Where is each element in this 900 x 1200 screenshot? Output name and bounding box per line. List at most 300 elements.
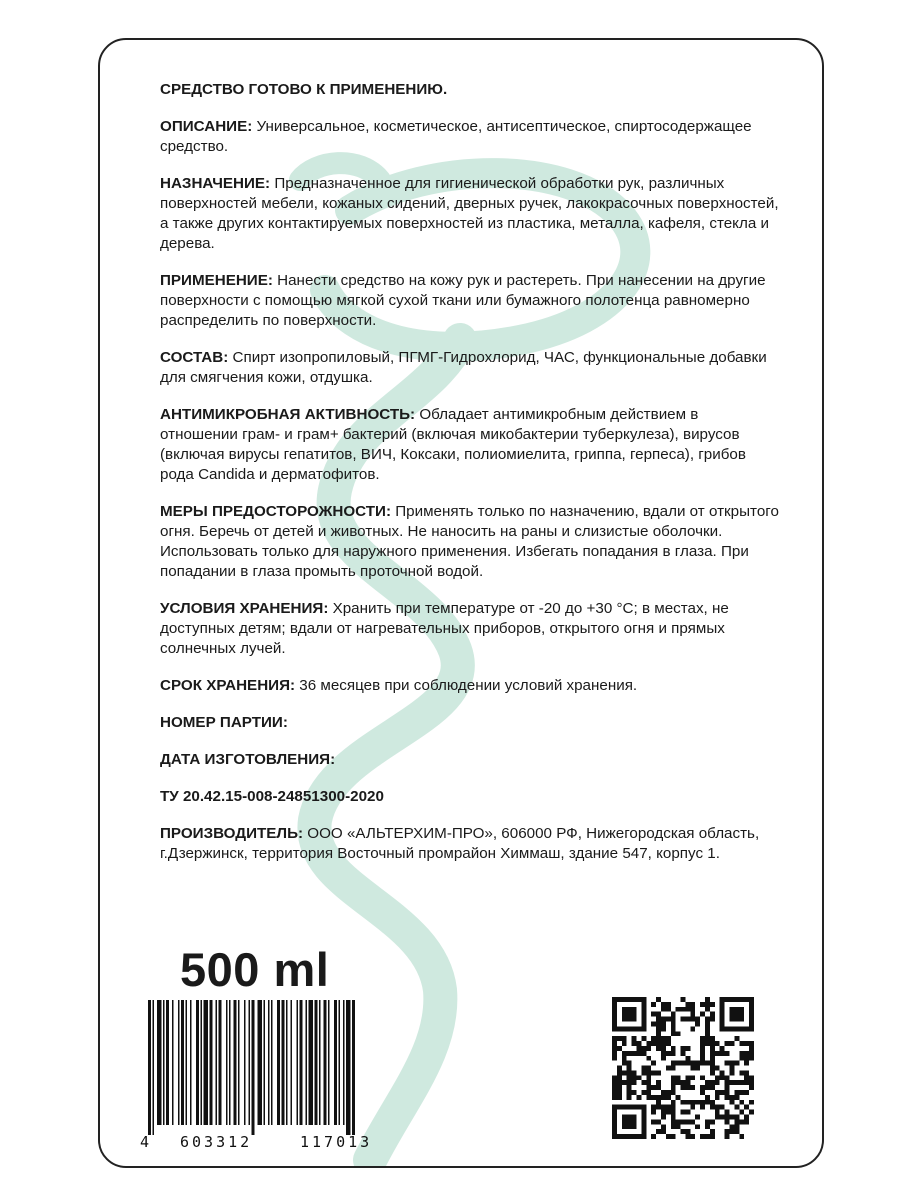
qr-module	[705, 1041, 710, 1046]
qr-module	[641, 1110, 646, 1115]
qr-module	[739, 1026, 744, 1031]
qr-module	[671, 1075, 676, 1080]
qr-module	[730, 1066, 735, 1071]
qr-module	[627, 1115, 632, 1120]
section-text: Применять только по назначению, вдали от открытого огня. Беречь от детей и животных. Не наносить на раны и слизистые оболочки. Использовать только для наружного применения. Избегать попадания в глаза. При попадании в глаза промыть проточной водой.	[160, 503, 779, 580]
qr-module	[612, 1115, 617, 1120]
qr-module	[656, 1046, 661, 1051]
qr-module	[705, 1017, 710, 1022]
qr-module	[656, 1017, 661, 1022]
qr-module	[749, 1002, 754, 1007]
section-manufacturer	[160, 824, 780, 864]
qr-module	[666, 1095, 671, 1100]
qr-module	[656, 1070, 661, 1075]
qr-module	[749, 1026, 754, 1031]
qr-module	[646, 1066, 651, 1071]
qr-module	[671, 1110, 676, 1115]
barcode-bar	[226, 1000, 228, 1125]
qr-module	[646, 1095, 651, 1100]
qr-module	[636, 1026, 641, 1031]
qr-module	[676, 1124, 681, 1129]
qr-module	[705, 1119, 710, 1124]
qr-module	[720, 1026, 725, 1031]
qr-module	[725, 1110, 730, 1115]
qr-module	[666, 1041, 671, 1046]
qr-module	[641, 1051, 646, 1056]
qr-module	[685, 1119, 690, 1124]
qr-module	[681, 997, 686, 1002]
qr-module	[700, 1036, 705, 1041]
qr-module	[617, 1046, 622, 1051]
qr-module	[646, 1080, 651, 1085]
section-precautions	[160, 502, 780, 582]
qr-module	[656, 1036, 661, 1041]
qr-module	[666, 1105, 671, 1110]
qr-module	[705, 1095, 710, 1100]
qr-module	[622, 1012, 627, 1017]
qr-module	[749, 997, 754, 1002]
barcode-bar	[186, 1000, 188, 1125]
qr-module	[612, 1041, 617, 1046]
qr-module	[641, 1124, 646, 1129]
section-text: ООО «АЛЬТЕРХИМ-ПРО», 606000 РФ, Нижегородская область, г.Дзержинск, территория Восточный промрайон Химмаш, здание 547, корпус 1.	[160, 825, 760, 862]
qr-module	[730, 1026, 735, 1031]
qr-module	[700, 1085, 705, 1090]
qr-module	[710, 1036, 715, 1041]
qr-module	[612, 1012, 617, 1017]
qr-module	[715, 1041, 720, 1046]
qr-module	[641, 1129, 646, 1134]
qr-module	[641, 1002, 646, 1007]
qr-module	[612, 1080, 617, 1085]
qr-module	[720, 1007, 725, 1012]
qr-module	[749, 1046, 754, 1051]
barcode-bar	[181, 1000, 184, 1125]
qr-module	[612, 1095, 617, 1100]
barcode-bar	[339, 1000, 341, 1125]
qr-module	[725, 997, 730, 1002]
qr-module	[666, 1007, 671, 1012]
qr-module	[636, 1041, 641, 1046]
qr-module	[725, 1090, 730, 1095]
qr-module	[651, 1036, 656, 1041]
qr-module	[671, 1124, 676, 1129]
section-text: Нанести средство на кожу рук и растереть. При нанесении на другие поверхности с помощью мягкой сухой ткани или бумажного полотенца равномерно распределить по поверхности.	[160, 272, 766, 329]
qr-module	[695, 1066, 700, 1071]
qr-module	[749, 1100, 754, 1105]
qr-module	[617, 1075, 622, 1080]
qr-module	[710, 1105, 715, 1110]
qr-module	[641, 1134, 646, 1139]
barcode-bar	[286, 1000, 288, 1125]
qr-module	[720, 997, 725, 1002]
qr-module	[681, 1061, 686, 1066]
qr-module	[730, 1124, 735, 1129]
barcode-icon	[146, 1000, 414, 1135]
barcode-bar	[268, 1000, 270, 1125]
barcode-bar	[334, 1000, 337, 1125]
qr-module	[685, 1002, 690, 1007]
qr-module	[734, 997, 739, 1002]
qr-module	[641, 1090, 646, 1095]
qr-module	[632, 1124, 637, 1129]
qr-module	[744, 1061, 749, 1066]
qr-module	[617, 1066, 622, 1071]
qr-module	[671, 1012, 676, 1017]
qr-module	[700, 1051, 705, 1056]
section-antimicrobial	[160, 405, 780, 485]
qr-module	[622, 1070, 627, 1075]
qr-module	[671, 1046, 676, 1051]
qr-module	[651, 1012, 656, 1017]
qr-module	[690, 1100, 695, 1105]
qr-module	[612, 1036, 617, 1041]
qr-module	[739, 1134, 744, 1139]
qr-module	[705, 1007, 710, 1012]
qr-module	[661, 1105, 666, 1110]
qr-module	[725, 1061, 730, 1066]
qr-module	[676, 1007, 681, 1012]
qr-module	[700, 1134, 705, 1139]
qr-module	[690, 1007, 695, 1012]
qr-module	[661, 1007, 666, 1012]
qr-module	[612, 1110, 617, 1115]
section-text: Спирт изопропиловый, ПГМГ-Гидрохлорид, ЧАС, функциональные добавки для смягчения кожи, отдушка.	[160, 349, 767, 386]
qr-module	[705, 1061, 710, 1066]
qr-module	[715, 1051, 720, 1056]
qr-module	[617, 1080, 622, 1085]
section-purpose	[160, 174, 780, 254]
qr-module	[681, 1100, 686, 1105]
section-heading: ОПИСАНИЕ:	[160, 118, 253, 135]
qr-module	[734, 1007, 739, 1012]
qr-module	[617, 1105, 622, 1110]
qr-module	[666, 1036, 671, 1041]
barcode-bar	[210, 1000, 213, 1125]
qr-module	[671, 1051, 676, 1056]
qr-module	[744, 1115, 749, 1120]
qr-module	[730, 997, 735, 1002]
qr-module	[632, 1105, 637, 1110]
qr-module	[627, 1012, 632, 1017]
qr-module	[617, 997, 622, 1002]
qr-module	[685, 1080, 690, 1085]
qr-module	[700, 1041, 705, 1046]
qr-module	[739, 1012, 744, 1017]
qr-module	[720, 1105, 725, 1110]
qr-module	[636, 997, 641, 1002]
qr-module	[739, 1070, 744, 1075]
qr-module	[651, 1061, 656, 1066]
qr-module	[705, 1134, 710, 1139]
qr-module	[685, 1075, 690, 1080]
qr-module	[622, 1115, 627, 1120]
section-heading: СОСТАВ:	[160, 349, 229, 366]
section-shelf-life	[160, 676, 780, 696]
qr-module	[617, 1134, 622, 1139]
qr-module	[661, 1026, 666, 1031]
qr-module	[612, 1007, 617, 1012]
barcode-bar	[219, 1000, 222, 1125]
qr-module	[627, 1075, 632, 1080]
qr-code-icon	[612, 997, 754, 1139]
section-heading: ПРОИЗВОДИТЕЛЬ:	[160, 825, 304, 842]
qr-module	[671, 1119, 676, 1124]
qr-module	[705, 1026, 710, 1031]
qr-module	[646, 1056, 651, 1061]
qr-module	[612, 1134, 617, 1139]
qr-module	[720, 1075, 725, 1080]
qr-module	[734, 1095, 739, 1100]
qr-module	[666, 1017, 671, 1022]
qr-module	[627, 1051, 632, 1056]
qr-module	[739, 1041, 744, 1046]
qr-module	[720, 1017, 725, 1022]
qr-module	[671, 1105, 676, 1110]
barcode-bar	[229, 1000, 231, 1125]
qr-module	[661, 1017, 666, 1022]
qr-module	[681, 1007, 686, 1012]
qr-module	[681, 1110, 686, 1115]
qr-module	[661, 1046, 666, 1051]
qr-module	[646, 1075, 651, 1080]
section-heading: НОМЕР ПАРТИИ:	[160, 714, 288, 731]
qr-module	[720, 1021, 725, 1026]
qr-module	[744, 1080, 749, 1085]
qr-module	[661, 1115, 666, 1120]
qr-module	[681, 1119, 686, 1124]
qr-module	[695, 1100, 700, 1105]
qr-module	[749, 1021, 754, 1026]
section-heading: СРОК ХРАНЕНИЯ:	[160, 677, 296, 694]
qr-module	[685, 1085, 690, 1090]
qr-module	[646, 1070, 651, 1075]
qr-module	[641, 1026, 646, 1031]
qr-module	[651, 1002, 656, 1007]
qr-module	[739, 1119, 744, 1124]
qr-module	[622, 997, 627, 1002]
qr-module	[651, 1105, 656, 1110]
barcode-bar	[153, 1000, 155, 1135]
qr-module	[671, 1115, 676, 1120]
qr-module	[720, 1070, 725, 1075]
qr-module	[749, 1080, 754, 1085]
qr-module	[725, 1041, 730, 1046]
qr-module	[612, 1075, 617, 1080]
qr-module	[720, 1012, 725, 1017]
qr-module	[656, 1119, 661, 1124]
qr-module	[632, 1017, 637, 1022]
qr-module	[690, 1119, 695, 1124]
qr-module	[710, 1119, 715, 1124]
qr-module	[622, 1080, 627, 1085]
qr-module	[632, 1080, 637, 1085]
qr-module	[710, 1046, 715, 1051]
qr-module	[681, 1046, 686, 1051]
qr-module	[646, 1046, 651, 1051]
qr-module	[705, 1100, 710, 1105]
barcode-bar	[252, 1000, 255, 1135]
qr-module	[681, 1080, 686, 1085]
qr-module	[627, 1085, 632, 1090]
qr-module	[725, 1085, 730, 1090]
qr-module	[720, 1046, 725, 1051]
barcode-bar	[201, 1000, 203, 1125]
qr-module	[734, 1026, 739, 1031]
qr-module	[730, 1061, 735, 1066]
qr-module	[700, 1075, 705, 1080]
barcode-bar	[352, 1000, 355, 1135]
qr-module	[617, 1070, 622, 1075]
qr-module	[661, 1129, 666, 1134]
qr-module	[627, 1134, 632, 1139]
qr-module	[661, 1036, 666, 1041]
qr-module	[632, 1070, 637, 1075]
qr-module	[744, 1075, 749, 1080]
qr-module	[622, 1124, 627, 1129]
qr-module	[710, 1002, 715, 1007]
qr-module	[705, 1085, 710, 1090]
qr-module	[612, 1026, 617, 1031]
qr-module	[661, 1124, 666, 1129]
qr-module	[744, 1119, 749, 1124]
qr-module	[744, 1041, 749, 1046]
section-manufacture-date	[160, 750, 780, 770]
qr-module	[671, 1021, 676, 1026]
qr-module	[749, 1056, 754, 1061]
qr-module	[725, 1119, 730, 1124]
qr-module	[666, 1051, 671, 1056]
qr-module	[651, 1041, 656, 1046]
qr-module	[685, 1017, 690, 1022]
qr-module	[734, 1119, 739, 1124]
barcode-bar	[244, 1000, 246, 1125]
barcode-bar	[300, 1000, 303, 1125]
qr-module	[641, 1080, 646, 1085]
section-heading: АНТИМИКРОБНАЯ АКТИВНОСТЬ:	[160, 406, 416, 423]
qr-module	[641, 1066, 646, 1071]
barcode-bar	[148, 1000, 151, 1135]
section-tu	[160, 787, 780, 807]
qr-module	[685, 1056, 690, 1061]
qr-module	[632, 1012, 637, 1017]
qr-module	[612, 1085, 617, 1090]
qr-module	[725, 1075, 730, 1080]
qr-module	[612, 1017, 617, 1022]
qr-module	[636, 1051, 641, 1056]
qr-module	[627, 1070, 632, 1075]
qr-module	[627, 1007, 632, 1012]
qr-module	[617, 1090, 622, 1095]
qr-module	[739, 1051, 744, 1056]
qr-module	[622, 1051, 627, 1056]
qr-module	[739, 1080, 744, 1085]
qr-module	[690, 1066, 695, 1071]
qr-module	[715, 1075, 720, 1080]
qr-module	[720, 1090, 725, 1095]
qr-module	[656, 1031, 661, 1036]
qr-module	[661, 1095, 666, 1100]
barcode-bar	[190, 1000, 192, 1125]
section-heading: ПРИМЕНЕНИЕ:	[160, 272, 273, 289]
qr-module	[749, 1085, 754, 1090]
qr-module	[656, 1095, 661, 1100]
qr-module	[734, 1129, 739, 1134]
qr-module	[651, 1119, 656, 1124]
section-text: Универсальное, косметическое, антисептическое, спиртосодержащее средство.	[160, 118, 752, 155]
qr-module	[636, 1134, 641, 1139]
qr-module	[695, 1021, 700, 1026]
qr-module	[739, 1017, 744, 1022]
qr-module	[715, 1115, 720, 1120]
barcode-bar	[196, 1000, 199, 1125]
qr-module	[676, 1095, 681, 1100]
qr-module	[636, 1046, 641, 1051]
qr-module	[671, 1134, 676, 1139]
qr-module	[641, 1115, 646, 1120]
barcode-bar	[204, 1000, 209, 1125]
qr-module	[705, 1036, 710, 1041]
qr-module	[715, 1080, 720, 1085]
qr-module	[681, 1129, 686, 1134]
qr-module	[632, 1115, 637, 1120]
qr-module	[632, 1075, 637, 1080]
qr-module	[622, 1036, 627, 1041]
section-text: Обладает антимикробным действием в отношении грам- и грам+ бактерий (включая микобактерии туберкулеза), вирусов (включая вирусы гепатитов, ВИЧ, Коксаки, полиомиелита, гриппа, герпеса), грибов рода Candida и дерматофитов.	[160, 406, 746, 483]
qr-module	[612, 1119, 617, 1124]
qr-module	[739, 997, 744, 1002]
qr-module	[646, 1090, 651, 1095]
qr-module	[725, 1080, 730, 1085]
qr-module	[612, 1056, 617, 1061]
barcode-bar	[343, 1000, 345, 1125]
qr-module	[700, 1090, 705, 1095]
barcode-bar	[163, 1000, 165, 1125]
qr-module	[651, 1110, 656, 1115]
qr-module	[734, 1080, 739, 1085]
qr-module	[627, 1066, 632, 1071]
qr-module	[636, 1105, 641, 1110]
barcode-bar	[166, 1000, 169, 1125]
qr-module	[734, 1012, 739, 1017]
qr-module	[632, 1119, 637, 1124]
barcode-bar	[157, 1000, 162, 1125]
qr-module	[656, 1100, 661, 1105]
qr-module	[734, 1017, 739, 1022]
qr-module	[656, 1085, 661, 1090]
barcode-bar	[178, 1000, 180, 1125]
barcode-bar	[324, 1000, 327, 1125]
qr-module	[734, 1036, 739, 1041]
qr-module	[705, 1031, 710, 1036]
qr-module	[627, 1026, 632, 1031]
qr-module	[700, 1056, 705, 1061]
qr-module	[705, 1080, 710, 1085]
qr-module	[715, 1105, 720, 1110]
qr-module	[612, 1090, 617, 1095]
section-batch-number	[160, 713, 780, 733]
qr-module	[749, 1051, 754, 1056]
qr-module	[710, 1070, 715, 1075]
qr-module	[710, 1061, 715, 1066]
qr-module	[710, 1134, 715, 1139]
barcode-bar	[319, 1000, 321, 1125]
qr-module	[656, 1026, 661, 1031]
qr-module	[720, 1115, 725, 1120]
barcode-bar	[249, 1000, 251, 1125]
barcode-bar	[328, 1000, 330, 1125]
qr-module	[666, 1090, 671, 1095]
